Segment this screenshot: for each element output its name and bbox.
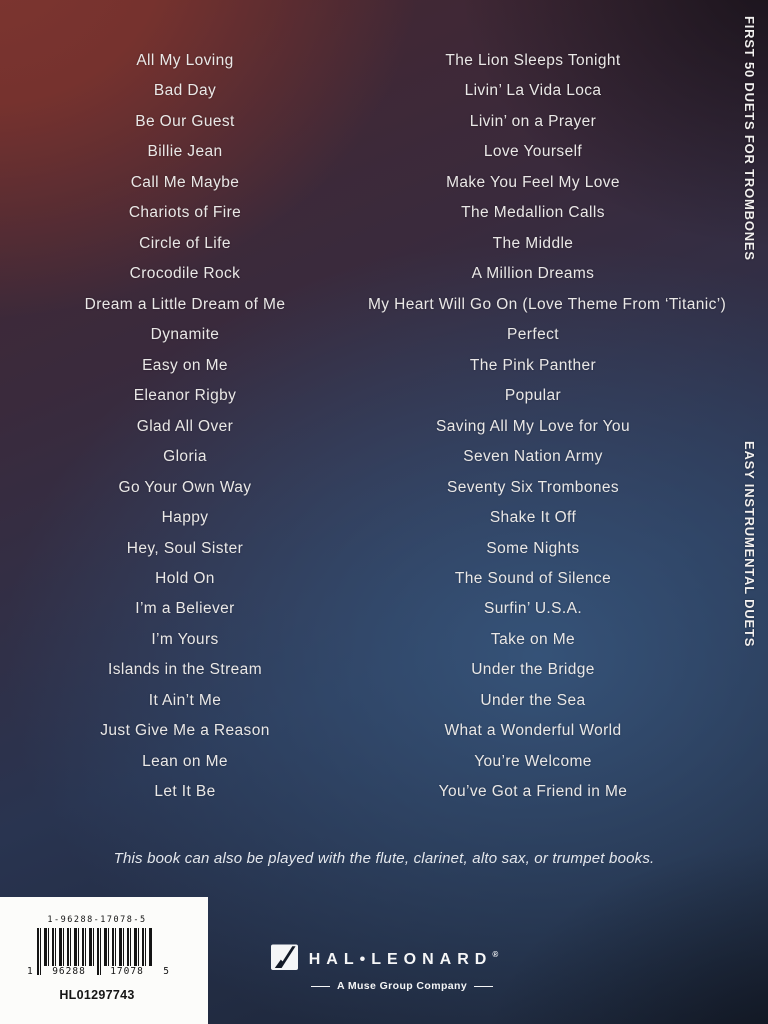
song-title: Dynamite bbox=[150, 326, 220, 344]
song-title: Circle of Life bbox=[139, 234, 231, 252]
song-title: All My Loving bbox=[136, 52, 234, 69]
song-column-right bbox=[368, 52, 727, 801]
song-title: Eleanor Rigby bbox=[133, 387, 237, 405]
song-title: It Ain’t Me bbox=[148, 691, 222, 709]
song-title: The Sound of Silence bbox=[454, 569, 612, 587]
song-title: Bad Day bbox=[153, 82, 217, 100]
song-title: Chariots of Fire bbox=[128, 204, 242, 222]
spine-title-top: FIRST 50 DUETS FOR TROMBONES bbox=[742, 16, 757, 261]
song-title: Under the Sea bbox=[480, 691, 586, 709]
publisher-logo bbox=[0, 942, 768, 992]
barcode-digit-group1: 96288 bbox=[43, 966, 95, 978]
song-title: Happy bbox=[161, 509, 209, 527]
song-title: Perfect bbox=[507, 326, 559, 344]
song-title: Under the Bridge bbox=[471, 661, 595, 679]
song-title: Just Give Me a Reason bbox=[100, 722, 270, 740]
song-title: Hold On bbox=[155, 569, 215, 587]
song-title: Billie Jean bbox=[147, 143, 223, 161]
song-title: Islands in the Stream bbox=[108, 661, 262, 679]
song-title: Seventy Six Trombones bbox=[446, 478, 620, 496]
song-title: Glad All Over bbox=[136, 417, 234, 435]
song-title: Popular bbox=[504, 387, 562, 405]
song-title: Seven Nation Army bbox=[463, 448, 603, 466]
song-title: Gloria bbox=[163, 448, 207, 466]
song-title: Love Yourself bbox=[483, 143, 583, 161]
tagline-rule-left bbox=[311, 986, 330, 987]
song-title: You’re Welcome bbox=[474, 752, 592, 770]
song-title: Be Our Guest bbox=[135, 112, 235, 130]
barcode-digit-lead: 1 bbox=[27, 966, 33, 977]
song-title: I’m Yours bbox=[151, 630, 219, 648]
song-title: Saving All My Love for You bbox=[436, 417, 630, 435]
song-title: Dream a Little Dream of Me bbox=[84, 295, 286, 313]
song-title: The Middle bbox=[492, 234, 574, 252]
song-title: Easy on Me bbox=[142, 356, 228, 374]
song-title: A Million Dreams bbox=[471, 265, 595, 283]
song-title: Let It Be bbox=[154, 783, 216, 801]
song-title: Crocodile Rock bbox=[129, 265, 241, 283]
song-title: My Heart Will Go On (Love Theme From ‘Titanic’) bbox=[368, 295, 727, 313]
song-title: Hey, Soul Sister bbox=[126, 539, 244, 557]
song-title: Call Me Maybe bbox=[130, 173, 240, 191]
registered-trademark: ® bbox=[492, 950, 499, 959]
catalog-number: HL01297743 bbox=[59, 988, 135, 1002]
song-title: I’m a Believer bbox=[135, 600, 235, 618]
song-title: Surfin’ U.S.A. bbox=[483, 600, 583, 618]
song-title: The Lion Sleeps Tonight bbox=[445, 52, 621, 69]
song-title: Livin’ La Vida Loca bbox=[464, 82, 602, 100]
song-title: Shake It Off bbox=[489, 509, 577, 527]
song-title: Go Your Own Way bbox=[118, 478, 252, 496]
song-title: You’ve Got a Friend in Me bbox=[438, 783, 628, 801]
song-title: The Pink Panther bbox=[469, 356, 597, 374]
barcode-number: 1-96288-17078-5 bbox=[47, 915, 147, 925]
barcode-digit-group2: 17078 bbox=[101, 966, 153, 978]
publisher-tagline bbox=[311, 980, 493, 992]
song-title: The Medallion Calls bbox=[461, 204, 605, 222]
compatibility-note: This book can also be played with the flute, clarinet, alto sax, or trumpet books. bbox=[113, 850, 655, 867]
song-title: What a Wonderful World bbox=[444, 722, 622, 740]
song-column-left bbox=[20, 53, 350, 800]
tagline-rule-right bbox=[474, 986, 493, 987]
song-title: Livin’ on a Prayer bbox=[469, 112, 597, 130]
publisher-name-text: HAL•LEONARD bbox=[308, 951, 493, 968]
barcode-digit-tail: 5 bbox=[163, 966, 169, 977]
hal-leonard-mark-icon bbox=[270, 942, 300, 977]
song-title: Take on Me bbox=[490, 630, 576, 648]
song-title: Lean on Me bbox=[142, 752, 228, 770]
song-title: Some Nights bbox=[486, 539, 580, 557]
song-title: Make You Feel My Love bbox=[446, 173, 620, 191]
spine-title-bottom: EASY INSTRUMENTAL DUETS bbox=[742, 441, 757, 648]
tagline-text: A Muse Group Company bbox=[336, 980, 468, 992]
publisher-name bbox=[309, 950, 499, 969]
